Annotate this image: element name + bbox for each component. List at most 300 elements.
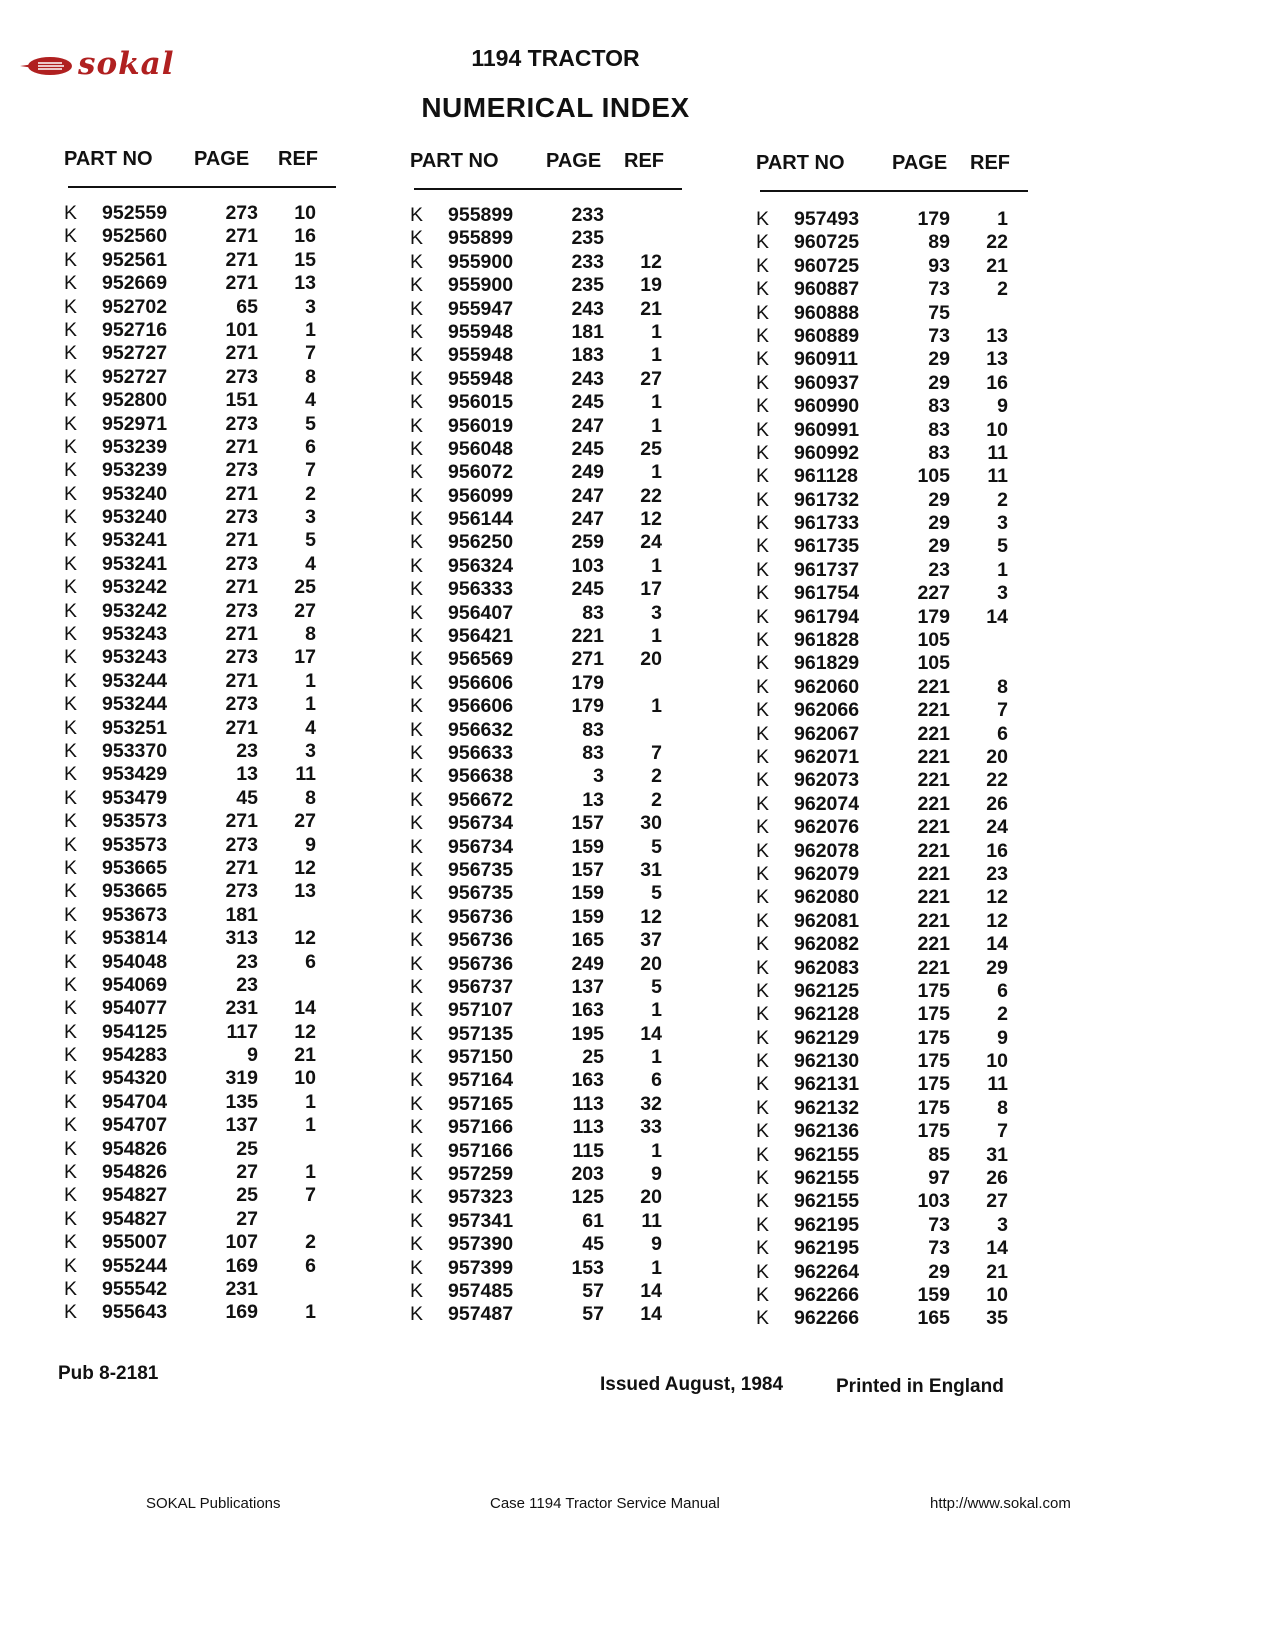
index-row — [64, 670, 364, 693]
prefix-letter: K — [410, 812, 424, 835]
index-row — [756, 1073, 1056, 1096]
page-number: 117 — [226, 1020, 258, 1043]
index-row — [756, 910, 1056, 933]
ref-number: 3 — [997, 512, 1008, 535]
page-number: 93 — [928, 254, 950, 277]
prefix-letter: K — [410, 1233, 424, 1256]
index-row — [410, 719, 710, 742]
index-row — [410, 1233, 710, 1256]
prefix-letter: K — [64, 1067, 78, 1090]
part-number: 962060 — [794, 675, 860, 698]
document-title: 1194 TRACTOR — [471, 45, 640, 71]
index-row — [410, 929, 710, 952]
page-number: 221 — [917, 769, 950, 792]
prefix-letter: K — [64, 412, 78, 435]
part-number: 960990 — [794, 395, 860, 418]
page-number: 23 — [928, 558, 950, 581]
ref-number: 1 — [651, 391, 662, 414]
page-number: 243 — [571, 297, 604, 320]
part-number: 955643 — [102, 1301, 168, 1324]
part-number: 962071 — [794, 745, 860, 768]
index-row — [410, 1257, 710, 1280]
prefix-letter: K — [756, 535, 770, 558]
prefix-letter: K — [64, 856, 78, 879]
index-row — [756, 816, 1056, 839]
ref-number: 30 — [640, 812, 662, 835]
page-number: 157 — [571, 812, 604, 835]
ref-number: 9 — [651, 1233, 662, 1256]
prefix-letter: K — [64, 1301, 78, 1324]
page-number: 179 — [917, 208, 950, 230]
index-row — [64, 1301, 364, 1324]
page-number: 183 — [571, 344, 604, 367]
index-row — [64, 1161, 364, 1184]
ref-number: 10 — [986, 1050, 1008, 1073]
ref-number: 7 — [305, 459, 316, 482]
index-row — [64, 927, 364, 950]
page-number: 73 — [928, 278, 950, 301]
page-number: 27 — [236, 1161, 258, 1184]
page-number: 221 — [917, 839, 950, 862]
publisher-url[interactable]: http://www.sokal.com — [930, 1495, 1071, 1512]
index-row — [756, 278, 1056, 301]
prefix-letter: K — [410, 414, 424, 437]
prefix-letter: K — [64, 342, 78, 365]
part-number: 962079 — [794, 862, 860, 885]
ref-number: 5 — [305, 412, 316, 435]
part-number: 953239 — [102, 435, 168, 458]
prefix-letter: K — [756, 465, 770, 488]
part-number: 956672 — [448, 788, 514, 811]
ref-number: 22 — [640, 484, 662, 507]
part-number: 962266 — [794, 1283, 860, 1306]
ref-number: 2 — [305, 482, 316, 505]
page-number: 221 — [571, 625, 604, 648]
prefix-letter: K — [410, 1163, 424, 1186]
prefix-letter: K — [410, 952, 424, 975]
header-part-no: PART NO — [410, 150, 499, 172]
ref-number: 17 — [294, 646, 316, 669]
prefix-letter: K — [64, 295, 78, 318]
ref-number: 29 — [986, 956, 1008, 979]
ref-number: 35 — [986, 1307, 1008, 1330]
page-number: 25 — [582, 1046, 604, 1069]
part-number: 957107 — [448, 999, 514, 1022]
index-row — [410, 391, 710, 414]
part-number: 961733 — [794, 512, 860, 535]
part-number: 956569 — [448, 648, 514, 671]
prefix-letter: K — [756, 1167, 770, 1190]
part-number: 962132 — [794, 1096, 860, 1119]
index-row — [64, 459, 364, 482]
part-number: 957165 — [448, 1092, 514, 1115]
part-number: 956421 — [448, 625, 514, 648]
prefix-letter: K — [64, 810, 78, 833]
prefix-letter: K — [64, 202, 78, 224]
part-number: 960725 — [794, 231, 860, 254]
prefix-letter: K — [756, 558, 770, 581]
part-number: 952702 — [102, 295, 168, 318]
prefix-letter: K — [756, 792, 770, 815]
part-number: 957150 — [448, 1046, 514, 1069]
index-row — [64, 904, 364, 927]
prefix-letter: K — [410, 929, 424, 952]
index-row — [410, 789, 710, 812]
prefix-letter: K — [64, 927, 78, 950]
ref-number: 11 — [987, 441, 1008, 464]
header-rule — [414, 188, 682, 190]
prefix-letter: K — [64, 1231, 78, 1254]
part-number: 955899 — [448, 204, 514, 226]
ref-number: 1 — [651, 625, 662, 648]
index-row — [410, 859, 710, 882]
index-row — [64, 1067, 364, 1090]
page-number: 125 — [571, 1186, 604, 1209]
part-number: 954283 — [102, 1044, 168, 1067]
index-row — [756, 302, 1056, 325]
index-row — [756, 489, 1056, 512]
ref-number: 22 — [986, 231, 1008, 254]
prefix-letter: K — [64, 1184, 78, 1207]
ref-number: 3 — [997, 582, 1008, 605]
ref-number: 31 — [986, 1143, 1008, 1166]
prefix-letter: K — [410, 835, 424, 858]
prefix-letter: K — [756, 1050, 770, 1073]
page-number: 179 — [571, 695, 604, 718]
part-number: 962067 — [794, 722, 860, 745]
index-row — [756, 535, 1056, 558]
column-header — [410, 150, 740, 186]
ref-number: 21 — [986, 254, 1008, 277]
index-row — [64, 296, 364, 319]
ref-number: 1 — [651, 461, 662, 484]
part-number: 962155 — [794, 1167, 860, 1190]
page-number: 271 — [225, 248, 258, 271]
part-number: 954704 — [102, 1090, 168, 1113]
index-row — [64, 272, 364, 295]
part-number: 954320 — [102, 1067, 168, 1090]
prefix-letter: K — [756, 348, 770, 371]
ref-number: 1 — [651, 695, 662, 718]
index-row — [756, 372, 1056, 395]
part-number: 957259 — [448, 1163, 514, 1186]
prefix-letter: K — [64, 506, 78, 529]
index-row — [756, 606, 1056, 629]
prefix-letter: K — [410, 741, 424, 764]
ref-number: 10 — [986, 1283, 1008, 1306]
index-column-3 — [756, 152, 1086, 1330]
index-row — [64, 225, 364, 248]
index-row — [64, 834, 364, 857]
page-number: 83 — [928, 418, 950, 441]
ref-number: 10 — [294, 1067, 316, 1090]
prefix-letter: K — [756, 1143, 770, 1166]
part-number: 957135 — [448, 1022, 514, 1045]
part-number: 956019 — [448, 414, 514, 437]
prefix-letter: K — [64, 365, 78, 388]
prefix-letter: K — [756, 629, 770, 652]
ref-number: 27 — [294, 810, 316, 833]
part-number: 962073 — [794, 769, 860, 792]
part-number: 956072 — [448, 461, 514, 484]
prefix-letter: K — [64, 997, 78, 1020]
page-number: 221 — [917, 675, 950, 698]
prefix-letter: K — [410, 250, 424, 273]
page-number: 221 — [917, 862, 950, 885]
index-row — [64, 249, 364, 272]
page-number: 13 — [236, 763, 258, 786]
part-number: 955948 — [448, 367, 514, 390]
part-number: 956735 — [448, 858, 514, 881]
index-row — [756, 208, 1056, 231]
ref-number: 6 — [997, 722, 1008, 745]
part-number: 962066 — [794, 699, 860, 722]
ref-number: 1 — [651, 320, 662, 343]
ref-number: 6 — [305, 1254, 316, 1277]
index-row — [64, 576, 364, 599]
page-number: 271 — [225, 435, 258, 458]
ref-number: 8 — [305, 623, 316, 646]
page-number: 29 — [928, 371, 950, 394]
part-number: 956734 — [448, 812, 514, 835]
index-row — [410, 1163, 710, 1186]
part-number: 957166 — [448, 1139, 514, 1162]
ref-number: 4 — [305, 716, 316, 739]
prefix-letter: K — [64, 786, 78, 809]
page-number: 175 — [917, 1096, 950, 1119]
part-number: 955899 — [448, 227, 514, 250]
part-number: 962074 — [794, 792, 860, 815]
ref-number: 1 — [305, 1161, 316, 1184]
index-row — [410, 1093, 710, 1116]
part-number: 952561 — [102, 248, 168, 271]
page-number: 271 — [225, 225, 258, 248]
prefix-letter: K — [410, 671, 424, 694]
page-number: 57 — [582, 1303, 604, 1326]
ref-number: 16 — [986, 371, 1008, 394]
index-row — [756, 840, 1056, 863]
ref-number: 1 — [305, 1090, 316, 1113]
header-part-no: PART NO — [64, 148, 153, 170]
part-number: 960888 — [794, 301, 860, 324]
page-number: 273 — [225, 506, 258, 529]
index-row — [756, 629, 1056, 652]
part-number: 957493 — [794, 208, 860, 230]
page-number: 271 — [225, 856, 258, 879]
prefix-letter: K — [410, 788, 424, 811]
ref-number: 13 — [294, 272, 316, 295]
prefix-letter: K — [756, 675, 770, 698]
part-number: 953429 — [102, 763, 168, 786]
page-number: 221 — [917, 745, 950, 768]
page-number: 273 — [225, 646, 258, 669]
prefix-letter: K — [756, 1073, 770, 1096]
part-number: 962264 — [794, 1260, 860, 1283]
page-number: 221 — [917, 886, 950, 909]
index-row — [756, 395, 1056, 418]
index-row — [410, 882, 710, 905]
prefix-letter: K — [410, 648, 424, 671]
prefix-letter: K — [410, 1279, 424, 1302]
publication-number: Pub 8-2181 — [58, 1363, 159, 1384]
page-number: 273 — [225, 552, 258, 575]
prefix-letter: K — [410, 320, 424, 343]
prefix-letter: K — [756, 722, 770, 745]
index-row — [64, 483, 364, 506]
ref-number: 9 — [997, 1026, 1008, 1049]
page-number: 271 — [225, 810, 258, 833]
prefix-letter: K — [756, 488, 770, 511]
page-number: 61 — [582, 1209, 604, 1232]
part-number: 956333 — [448, 578, 514, 601]
index-row — [410, 1303, 710, 1326]
index-row — [64, 997, 364, 1020]
page-number: 45 — [236, 786, 258, 809]
prefix-letter: K — [410, 297, 424, 320]
prefix-letter: K — [410, 578, 424, 601]
prefix-letter: K — [756, 839, 770, 862]
page-number: 271 — [225, 716, 258, 739]
page-number: 249 — [571, 952, 604, 975]
page-number: 313 — [225, 927, 258, 950]
part-number: 957485 — [448, 1279, 514, 1302]
prefix-letter: K — [64, 1161, 78, 1184]
part-number: 962131 — [794, 1073, 860, 1096]
ref-number: 1 — [651, 1046, 662, 1069]
index-row — [64, 646, 364, 669]
ref-number: 14 — [986, 933, 1008, 956]
index-row — [756, 886, 1056, 909]
prefix-letter: K — [410, 227, 424, 250]
index-row — [410, 625, 710, 648]
prefix-letter: K — [64, 950, 78, 973]
prefix-letter: K — [64, 435, 78, 458]
index-row — [64, 600, 364, 623]
index-row — [410, 251, 710, 274]
prefix-letter: K — [756, 1283, 770, 1306]
part-number: 957323 — [448, 1186, 514, 1209]
page-number: 73 — [928, 324, 950, 347]
index-row — [756, 933, 1056, 956]
ref-number: 9 — [305, 833, 316, 856]
part-number: 956737 — [448, 975, 514, 998]
ref-number: 7 — [997, 1120, 1008, 1143]
page-number: 9 — [247, 1044, 258, 1067]
index-row — [64, 389, 364, 412]
ref-number: 14 — [986, 1237, 1008, 1260]
page-number: 159 — [571, 882, 604, 905]
page-number: 227 — [917, 582, 950, 605]
part-number: 956638 — [448, 765, 514, 788]
index-row — [756, 769, 1056, 792]
prefix-letter: K — [756, 1260, 770, 1283]
page-number: 271 — [225, 576, 258, 599]
index-row — [410, 298, 710, 321]
part-number: 952727 — [102, 365, 168, 388]
page-number: 319 — [225, 1067, 258, 1090]
index-row — [410, 1116, 710, 1139]
ref-number: 2 — [997, 278, 1008, 301]
ref-number: 2 — [997, 1003, 1008, 1026]
prefix-letter: K — [64, 1137, 78, 1160]
index-row — [410, 1046, 710, 1069]
ref-number: 6 — [651, 1069, 662, 1092]
index-rows — [756, 208, 1056, 1331]
prefix-letter: K — [410, 1139, 424, 1162]
ref-number: 16 — [294, 225, 316, 248]
index-row — [64, 693, 364, 716]
ref-number: 26 — [986, 1167, 1008, 1190]
page-number: 273 — [225, 412, 258, 435]
prefix-letter: K — [410, 367, 424, 390]
index-row — [410, 344, 710, 367]
prefix-letter: K — [756, 395, 770, 418]
prefix-letter: K — [756, 605, 770, 628]
page-number: 271 — [225, 342, 258, 365]
index-row — [756, 1003, 1056, 1026]
index-row — [756, 1284, 1056, 1307]
part-number: 953240 — [102, 482, 168, 505]
page-number: 221 — [917, 816, 950, 839]
prefix-letter: K — [64, 576, 78, 599]
ref-number: 6 — [305, 435, 316, 458]
ref-number: 12 — [986, 909, 1008, 932]
prefix-letter: K — [64, 623, 78, 646]
index-column-1 — [64, 148, 394, 1324]
page-number: 175 — [917, 1073, 950, 1096]
index-row — [756, 676, 1056, 699]
page-number: 259 — [571, 531, 604, 554]
index-row — [64, 529, 364, 552]
page-number: 175 — [917, 979, 950, 1002]
header-ref: REF — [278, 148, 318, 170]
page-number: 181 — [571, 320, 604, 343]
prefix-letter: K — [64, 880, 78, 903]
part-number: 953251 — [102, 716, 168, 739]
ref-number: 20 — [640, 952, 662, 975]
page-number: 175 — [917, 1050, 950, 1073]
index-row — [756, 1190, 1056, 1213]
index-row — [756, 419, 1056, 442]
page-number: 235 — [571, 227, 604, 250]
part-number: 962082 — [794, 933, 860, 956]
part-number: 956606 — [448, 695, 514, 718]
print-location: Printed in England — [836, 1376, 1004, 1397]
part-number: 953241 — [102, 529, 168, 552]
prefix-letter: K — [64, 1207, 78, 1230]
ref-number: 13 — [986, 348, 1008, 371]
part-number: 956736 — [448, 905, 514, 928]
part-number: 954069 — [102, 973, 168, 996]
index-row — [64, 366, 364, 389]
part-number: 954125 — [102, 1020, 168, 1043]
index-row — [410, 485, 710, 508]
part-number: 962195 — [794, 1237, 860, 1260]
ref-number: 12 — [986, 886, 1008, 909]
part-number: 954827 — [102, 1184, 168, 1207]
prefix-letter: K — [410, 601, 424, 624]
ref-number: 1 — [305, 318, 316, 341]
page-number: 271 — [571, 648, 604, 671]
index-row — [410, 1023, 710, 1046]
part-number: 953673 — [102, 903, 168, 926]
ref-number: 31 — [640, 858, 662, 881]
ref-number: 1 — [305, 1114, 316, 1137]
index-row — [756, 746, 1056, 769]
part-number: 953242 — [102, 599, 168, 622]
prefix-letter: K — [756, 979, 770, 1002]
index-row — [756, 980, 1056, 1003]
